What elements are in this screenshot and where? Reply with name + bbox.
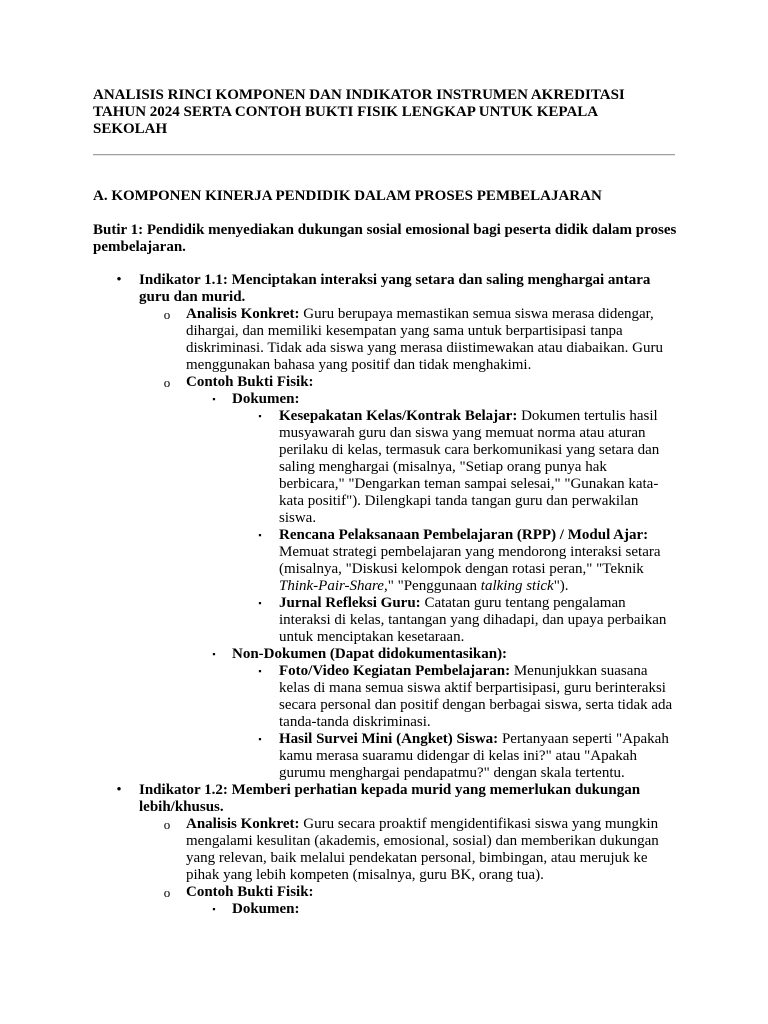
square-bullet-icon: ▪ bbox=[258, 598, 262, 608]
foto-text: Menunjukkan suasana kelas di mana semua siswa aktif berpartisipasi, guru berinteraksi secara personal dan positif dengan berbagai siswa, serta tidak ada tanda-tanda diskriminasi. bbox=[279, 663, 673, 730]
rpp-text: ," "Penggunaan bbox=[383, 578, 481, 594]
bukti-label: Contoh Bukti Fisik: bbox=[186, 374, 314, 390]
circle-bullet-icon: o bbox=[163, 375, 171, 390]
disc-bullet-icon: • bbox=[116, 782, 122, 798]
square-bullet-icon: ▪ bbox=[258, 530, 262, 540]
kesepakatan-label: Kesepakatan Kelas/Kontrak Belajar: bbox=[279, 408, 518, 424]
indicator-1-2 bbox=[116, 782, 679, 816]
square-bullet-icon: ▪ bbox=[212, 649, 216, 659]
indicator-title: Indikator 1.1: Menciptakan interaksi yang setara dan saling menghargai antara guru dan murid. bbox=[139, 272, 651, 305]
document-title: ANALISIS RINCI KOMPONEN DAN INDIKATOR INSTRUMEN AKREDITASI TAHUN 2024 SERTA CONTOH BUKTI FISIK LENGKAP UNTUK KEPALA SEKOLAH bbox=[93, 87, 625, 137]
square-bullet-icon: ▪ bbox=[258, 666, 262, 676]
dokumen-item bbox=[212, 391, 680, 408]
jurnal-text: Catatan guru tentang pengalaman interaksi di kelas, tantangan yang dihadapi, dan upaya perbaikan untuk menciptakan kesetaraan. bbox=[279, 595, 667, 645]
butir-heading: Butir 1: Pendidik menyediakan dukungan sosial emosional bagi peserta didik dalam proses pembelajaran. bbox=[93, 222, 677, 255]
analisis-konkret-item bbox=[163, 816, 681, 884]
indicator-list bbox=[0, 272, 768, 918]
bukti-fisik-item bbox=[163, 374, 681, 391]
analisis-konkret-item bbox=[163, 306, 681, 374]
rpp-item bbox=[258, 527, 676, 595]
jurnal-label: Jurnal Refleksi Guru: bbox=[279, 595, 421, 611]
kesepakatan-text: Dokumen tertulis hasil musyawarah guru dan siswa yang memuat norma atau aturan perilaku di kelas, termasuk cara berkomunikasi yang setara dan saling menghargai (misalnya, "Setiap orang punya hak berbicara," "Dengarkan teman sampai selesai," "Gunakan kata-kata positif"). Dilengkapi tanda tangan guru dan perwakilan siswa. bbox=[279, 408, 660, 526]
rpp-text: "). bbox=[553, 578, 569, 594]
survei-label: Hasil Survei Mini (Angket) Siswa: bbox=[279, 731, 499, 747]
dokumen-item bbox=[212, 901, 680, 918]
rpp-text: Memuat strategi pembelajaran yang mendorong interaksi setara (misalnya, "Diskusi kelompok dengan rotasi peran," "Teknik bbox=[279, 544, 661, 577]
analisis-text: Guru berupaya memastikan semua siswa merasa didengar, dihargai, dan memiliki kesempatan yang sama untuk berpartisipasi tanpa diskriminasi. Tidak ada siswa yang merasa diistimewakan atau diabaikan. Guru menggunakan bahasa yang positif dan tidak menghakimi. bbox=[186, 306, 663, 373]
foto-label: Foto/Video Kegiatan Pembelajaran: bbox=[279, 663, 511, 679]
indicator-1-1 bbox=[116, 272, 679, 306]
foto-video-item bbox=[258, 663, 676, 731]
analisis-text: Guru secara proaktif mengidentifikasi siswa yang mungkin mengalami kesulitan (akademis, emosional, sosial) dan memberikan dukungan yang relevan, baik melalui pendekatan personal, bimbingan, atau merujuk ke pihak yang lebih kompeten (misalnya, guru BK, orang tua). bbox=[186, 816, 659, 883]
circle-bullet-icon: o bbox=[163, 307, 171, 322]
square-bullet-icon: ▪ bbox=[258, 411, 262, 421]
dokumen-label: Dokumen: bbox=[232, 391, 300, 407]
circle-bullet-icon: o bbox=[163, 817, 171, 832]
kesepakatan-kelas-item bbox=[258, 408, 676, 527]
disc-bullet-icon: • bbox=[116, 272, 122, 288]
non-dokumen-item bbox=[212, 646, 680, 663]
indicator-title: Indikator 1.2: Memberi perhatian kepada murid yang memerlukan dukungan lebih/khusus. bbox=[139, 782, 641, 815]
square-bullet-icon: ▪ bbox=[212, 394, 216, 404]
rpp-italic-term: Think-Pair-Share bbox=[279, 578, 384, 594]
bukti-label: Contoh Bukti Fisik: bbox=[186, 884, 314, 900]
circle-bullet-icon: o bbox=[163, 885, 171, 900]
rpp-label: Rencana Pelaksanaan Pembelajaran (RPP) / Modul Ajar: bbox=[279, 527, 649, 543]
survei-text: Pertanyaan seperti "Apakah kamu merasa suaramu didengar di kelas ini?" atau "Apakah gurumu menghargai pendapatmu?" dengan skala tertentu. bbox=[279, 731, 669, 781]
square-bullet-icon: ▪ bbox=[212, 904, 216, 914]
survei-siswa-item bbox=[258, 731, 676, 782]
rpp-italic-term: talking stick bbox=[480, 578, 554, 594]
analisis-label: Analisis Konkret: bbox=[186, 816, 300, 832]
jurnal-refleksi-item bbox=[258, 595, 676, 646]
horizontal-divider bbox=[93, 154, 675, 156]
square-bullet-icon: ▪ bbox=[258, 734, 262, 744]
non-dokumen-label: Non-Dokumen (Dapat didokumentasikan): bbox=[232, 646, 508, 662]
bukti-fisik-item bbox=[163, 884, 681, 901]
section-heading: A. KOMPONEN KINERJA PENDIDIK DALAM PROSES PEMBELAJARAN bbox=[93, 188, 602, 204]
dokumen-label: Dokumen: bbox=[232, 901, 300, 917]
analisis-label: Analisis Konkret: bbox=[186, 306, 300, 322]
